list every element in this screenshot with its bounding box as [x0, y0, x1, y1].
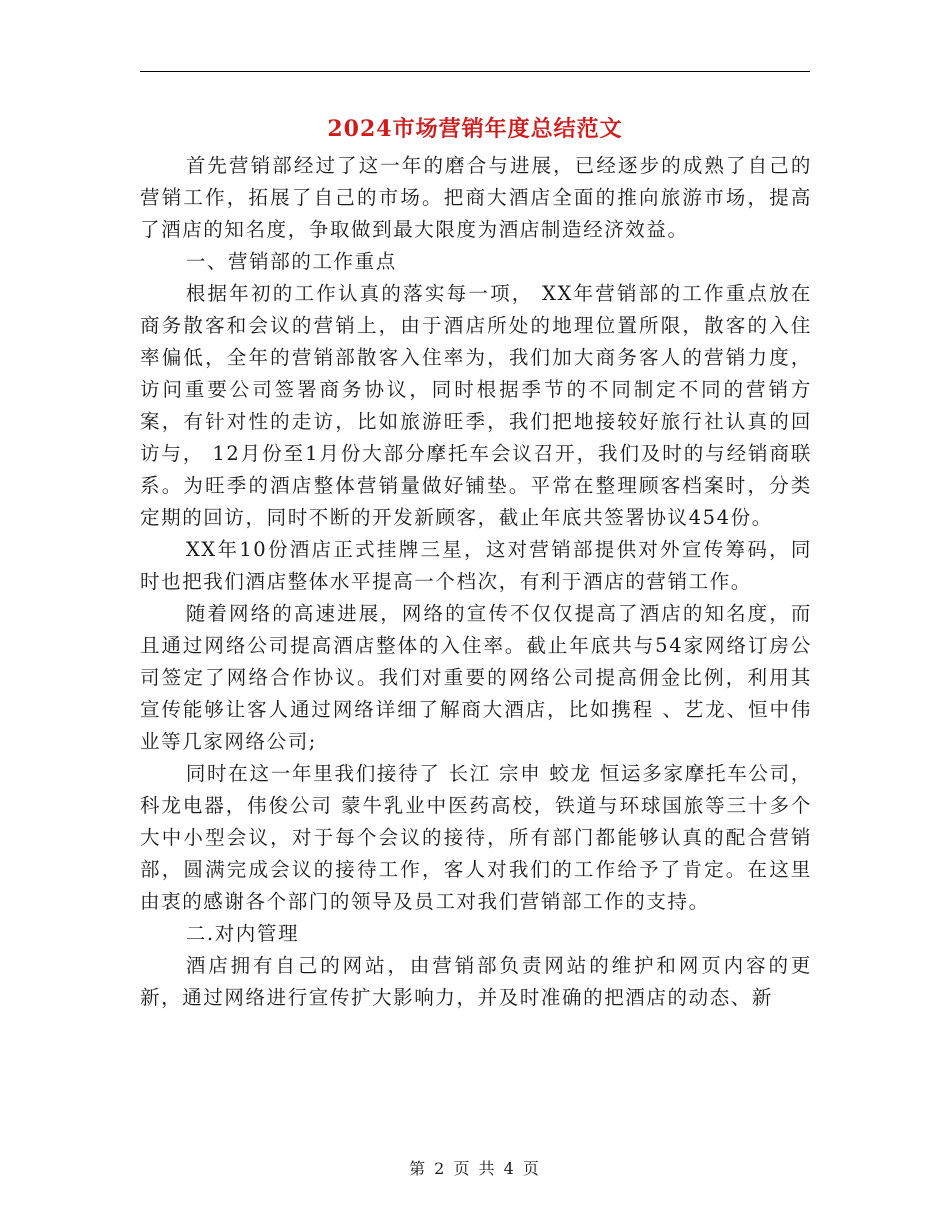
document-body	[140, 150, 812, 1014]
paragraph-website: 酒店拥有自己的网站，由营销部负责网站的维护和网页内容的更新，通过网络进行宣传扩大影响力，并及时准确的把酒店的动态、新	[140, 954, 812, 1009]
section-heading-2: 二.对内管理	[185, 922, 300, 945]
section-heading-1: 一、营销部的工作重点	[185, 250, 397, 273]
paragraph-conferences: 同时在这一年里我们接待了 长江 宗申 蛟龙 恒运多家摩托车公司，科龙电器，伟俊公司 蒙牛乳业中医药高校，铁道与环球国旅等三十多个大中小型会议，对于每个会议的接待，所有部门都能够认真的配合营销部，圆满完成会议的接待工作，客人对我们的工作给予了肯定。在这里由衷的感谢各个部门的领导及员工对我们营销部工作的支持。	[140, 762, 812, 913]
paragraph-sales-focus: 根据年初的工作认真的落实每一项， XX年营销部的工作重点放在商务散客和会议的营销上，由于酒店所处的地理位置所限，散客的入住率偏低，全年的营销部散客入住率为，我们加大商务客人的营销力度，访问重要公司签署商务协议，同时根据季节的不同制定不同的营销方案，有针对性的走访，比如旅游旺季，我们把地接较好旅行社认真的回访与， 12月份至1月份大部分摩托车会议召开，我们及时的与经销商联系。为旺季的酒店整体营销量做好铺垫。平常在整理顾客档案时，分类定期的回访，同时不断的开发新顾客，截止年底共签署协议454份。	[140, 282, 812, 529]
paragraph-network: 随着网络的高速进展，网络的宣传不仅仅提高了酒店的知名度，而且通过网络公司提高酒店整体的入住率。截止年底共与54家网络订房公司签定了网络合作协议。我们对重要的网络公司提高佣金比例，利用其宣传能够让客人通过网络详细了解商大酒店，比如携程 、艺龙、恒中伟业等几家网络公司;	[140, 602, 812, 753]
paragraph-three-star: XX年10份酒店正式挂牌三星，这对营销部提供对外宣传筹码，同时也把我们酒店整体水平提高一个档次，有利于酒店的营销工作。	[140, 538, 812, 593]
page-number: 第 2 页 共 4 页	[409, 1159, 541, 1178]
paragraph-intro: 首先营销部经过了这一年的磨合与进展，已经逐步的成熟了自己的营销工作，拓展了自己的市场。把商大酒店全面的推向旅游市场，提高了酒店的知名度，争取做到最大限度为酒店制造经济效益。	[140, 154, 812, 241]
document-title: 2024市场营销年度总结范文	[327, 116, 623, 142]
header-rule	[140, 71, 810, 72]
